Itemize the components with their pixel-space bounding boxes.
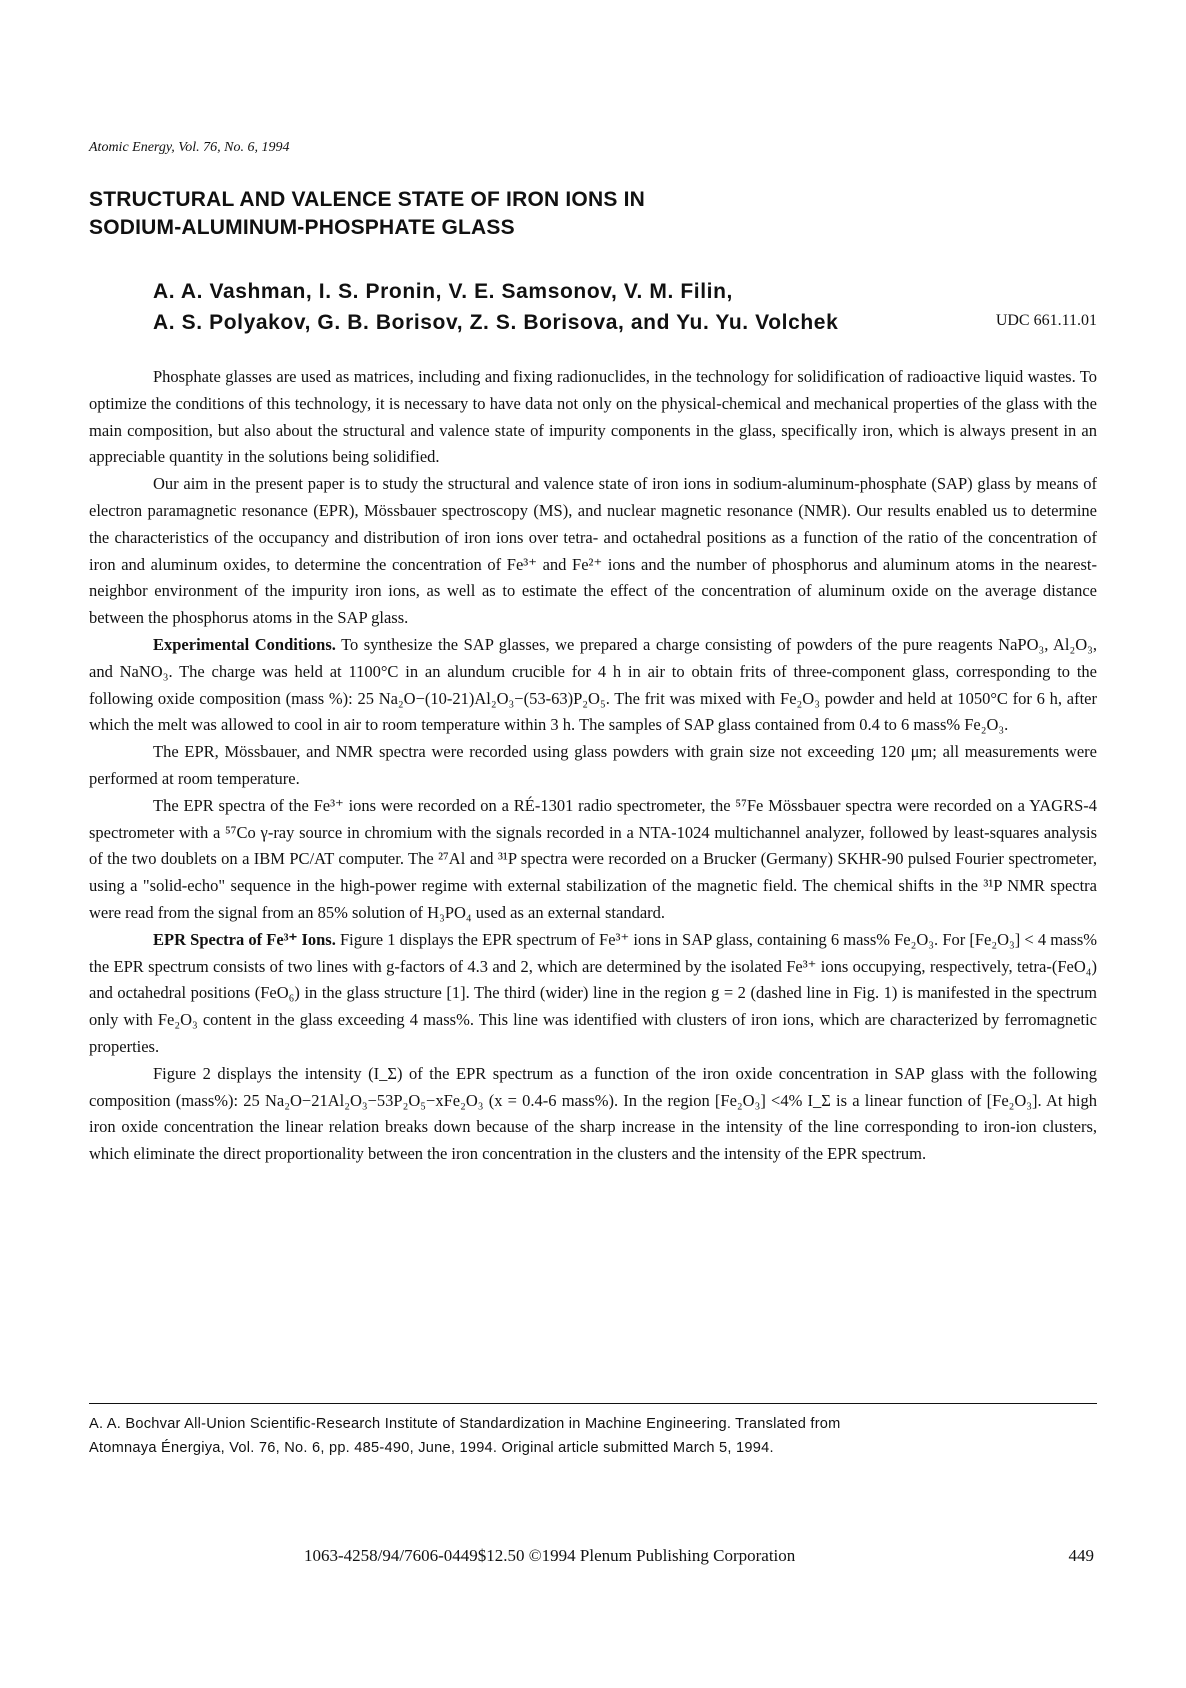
paragraph-powders: The EPR, Mössbauer, and NMR spectra were recorded using glass powders with grain size not exceeding 120 μm; all measurements were performed at room temperature. bbox=[89, 742, 1097, 788]
paragraph-experimental bbox=[89, 632, 1097, 739]
affiliation-footnote bbox=[89, 1412, 1097, 1460]
journal-citation: Atomic Energy, Vol. 76, No. 6, 1994 bbox=[89, 140, 290, 155]
footnote-line-1: A. A. Bochvar All-Union Scientific-Research Institute of Standardization in Machine Engineering. Translated from bbox=[89, 1416, 841, 1432]
title-line-1: STRUCTURAL AND VALENCE STATE OF IRON IONS IN bbox=[89, 188, 645, 211]
footnote-line-2: Atomnaya Énergiya, Vol. 76, No. 6, pp. 485-490, June, 1994. Original article submitted March 5, 1994. bbox=[89, 1440, 774, 1456]
paragraph-aim: Our aim in the present paper is to study the structural and valence state of iron ions in sodium-aluminum-phosphate (SAP) glass by means of electron paramagnetic resonance (EPR), Mössbauer spectroscopy (MS), and nuclear magnetic resonance (NMR). Our results enabled us to determine the characteristics of the occupancy and distribution of iron ions over tetra- and octahedral positions as a function of the ratio of the concentration of iron and aluminum oxides, to determine the concentration of Fe³⁺ and Fe²⁺ ions and the number of phosphorus and aluminum atoms in the nearest-neighbor environment of the impurity iron ions, as well as to estimate the effect of the concentration of aluminum oxide on the average distance between the phosphorus atoms in the SAP glass. bbox=[89, 474, 1097, 628]
udc-code: UDC 661.11.01 bbox=[995, 312, 1097, 329]
paragraph-epr-text: Figure 1 displays the EPR spectrum of Fe³⁺ ions in SAP glass, containing 6 mass% Fe₂O₃. For [Fe₂O₃] < 4 mass% the EPR spectrum consists of two lines with g-factors of 4.3 and 2, which are determined by the isolated Fe³⁺ ions occupying, respectively, tetra-(FeO₄) and octahedral positions (FeO₆) in the glass structure [1]. The third (wider) line in the region g = 2 (dashed line in Fig. 1) is manifested in the spectrum only with Fe₂O₃ content in the glass exceeding 4 mass%. This line was identified with clusters of iron ions, which are characterized by ferromagnetic properties. bbox=[89, 929, 1098, 1056]
authors-line-1: A. A. Vashman, I. S. Pronin, V. E. Samsonov, V. M. Filin, bbox=[153, 280, 733, 303]
authors-line-2: A. S. Polyakov, G. B. Borisov, Z. S. Borisova, and Yu. Yu. Volchek bbox=[153, 311, 839, 334]
paragraph-experimental-text: To synthesize the SAP glasses, we prepared a charge consisting of powders of the pure reagents NaPO₃, Al₂O₃, and NaNO₃. The charge was held at 1100°C in an alundum crucible for 4 h in air to obtain frits of three-component glass, corresponding to the following oxide composition (mass %): 25 Na₂O−(10-21)Al₂O₃−(53-63)P₂O₅. The frit was mixed with Fe₂O₃ powder and held at 1050°C for 6 h, after which the melt was allowed to cool in air to room temperature within 3 h. The samples of SAP glass contained from 0.4 to 6 mass% Fe₂O₃. bbox=[89, 634, 1098, 735]
paragraph-epr bbox=[89, 927, 1097, 1061]
paragraph-figure-2: Figure 2 displays the intensity (I_Σ) of the EPR spectrum as a function of the iron oxide concentration in SAP glass with the following composition (mass%): 25 Na₂O−21Al₂O₃−53P₂O₅−xFe₂O₃ (x = 0.4-6 mass%). In the region [Fe₂O₃] <4% I_Σ is a linear function of [Fe₂O₃]. At high iron oxide concentration the linear relation breaks down because of the sharp increase in the intensity of the line corresponding to iron-ion clusters, which eliminate the direct proportionality between the iron concentration in the clusters and the intensity of the EPR spectrum. bbox=[89, 1063, 1097, 1164]
article-body bbox=[89, 364, 1097, 1168]
article-title bbox=[89, 186, 1089, 242]
paragraph-intro: Phosphate glasses are used as matrices, including and fixing radionuclides, in the technology for solidification of radioactive liquid wastes. To optimize the conditions of this technology, it is necessary to have data not only on the physical-chemical and mechanical properties of the glass with the main composition, but also about the structural and valence state of impurity components in the glass, specifically iron, which is always present in an appreciable quantity in the solutions being solidified. bbox=[89, 367, 1097, 467]
page-number: 449 bbox=[1068, 1546, 1094, 1565]
section-heading-experimental: Experimental Conditions. bbox=[153, 634, 336, 654]
author-list bbox=[153, 276, 923, 338]
footnote-divider bbox=[89, 1403, 1097, 1404]
section-heading-epr: EPR Spectra of Fe³⁺ Ions. bbox=[153, 929, 336, 949]
title-line-2: SODIUM-ALUMINUM-PHOSPHATE GLASS bbox=[89, 216, 515, 239]
paragraph-spectrometers: The EPR spectra of the Fe³⁺ ions were recorded on a RÉ-1301 radio spectrometer, the ⁵⁷Fe Mössbauer spectra were recorded on a YAGRS-4 spectrometer with a ⁵⁷Co γ-ray source in chromium with the signals recorded in a NTA-1024 multichannel analyzer, followed by least-squares analysis of the two doublets on a IBM PC/AT computer. The ²⁷Al and ³¹P spectra were recorded on a Brucker (Germany) SKHR-90 pulsed Fourier spectrometer, using a "solid-echo" sequence in the high-power regime with external stabilization of the magnetic field. The chemical shifts in the ³¹P NMR spectra were read from the signal from an 85% solution of H₃PO₄ used as an external standard. bbox=[89, 795, 1097, 922]
copyright-line: 1063-4258/94/7606-0449$12.50 ©1994 Plenum Publishing Corporation bbox=[304, 1546, 796, 1565]
